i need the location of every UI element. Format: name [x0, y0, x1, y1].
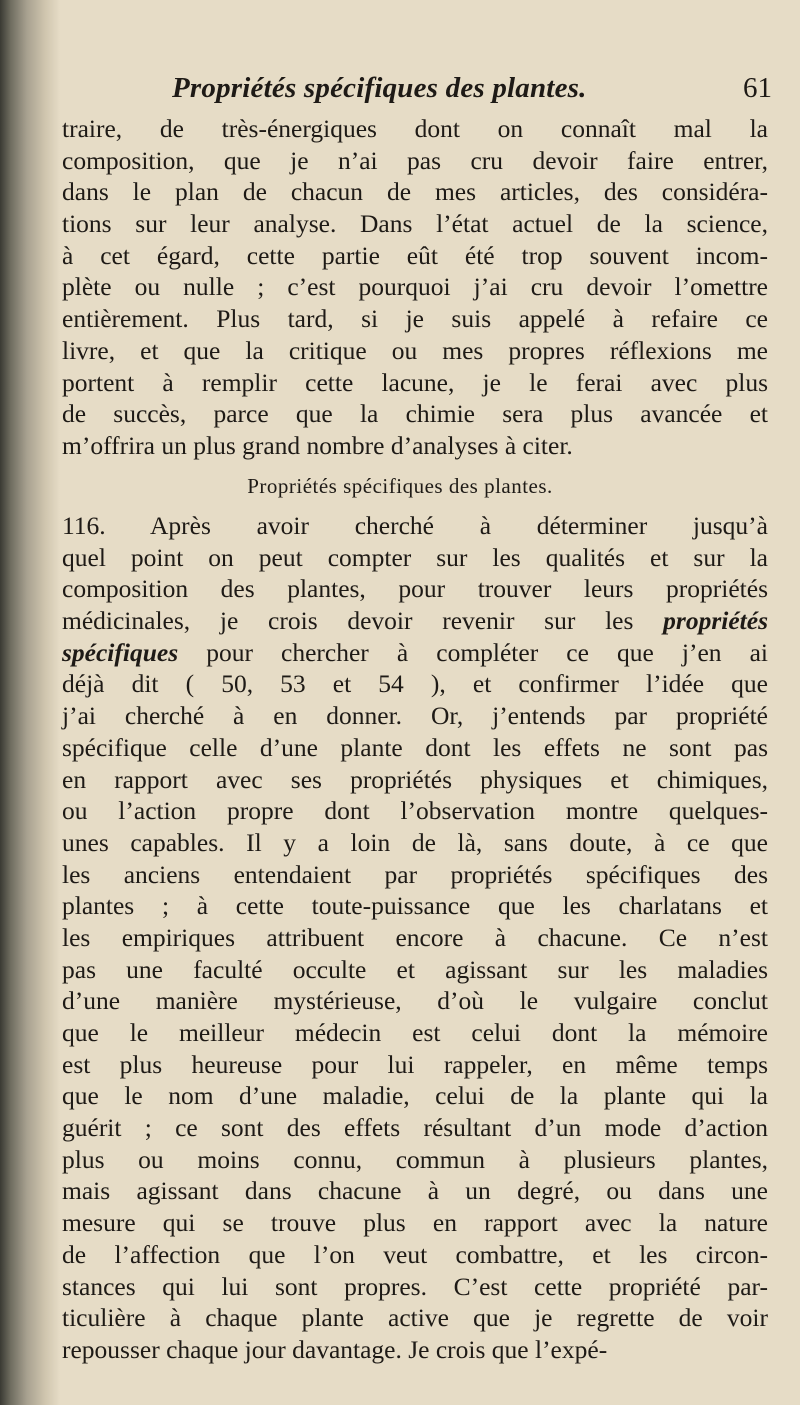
text-line: mesure qui se trouve plus en rapport avec la nature	[62, 1208, 768, 1238]
text-line: stances qui lui sont propres. C’est cette propriété par-	[62, 1271, 768, 1301]
section-heading: Propriétés spécifiques des plantes.	[247, 474, 553, 498]
text-line: les empiriques attribuent encore à chacune. Ce n’est	[62, 922, 768, 952]
text-line: plus ou moins connu, commun à plusieurs plantes,	[62, 1144, 768, 1174]
text-line: les anciens entendaient par propriétés spécifiques des	[62, 859, 768, 889]
text-line: composition, que je n’ai pas cru devoir faire entrer,	[62, 145, 768, 175]
text-line: portent à remplir cette lacune, je le ferai avec plus	[62, 367, 768, 397]
text-line: que le nom d’une maladie, celui de la plante qui la	[62, 1081, 768, 1111]
text-run: pour chercher à compléter ce que j’en ai	[178, 637, 768, 667]
text-line: tions sur leur analyse. Dans l’état actuel de la science,	[62, 209, 768, 239]
text-line: en rapport avec ses propriétés physiques et chimiques,	[62, 764, 768, 794]
emphasis-text: propriétés	[663, 606, 768, 636]
text-line: d’une manière mystérieuse, d’où le vulgaire conclut	[62, 986, 768, 1016]
paragraph-continuation	[62, 113, 768, 462]
running-title: Propriétés spécifiques des plantes.	[172, 72, 587, 104]
text-line: déjà dit ( 50, 53 et 54 ), et confirmer l’idée que	[62, 669, 768, 699]
text-line: à cet égard, cette partie eût été trop souvent incom-	[62, 240, 768, 270]
text-line: spécifique celle d’une plante dont les effets ne sont pas	[62, 732, 768, 762]
text-line: ou l’action propre dont l’observation montre quelques-	[62, 796, 768, 826]
text-line: dans le plan de chacun de mes articles, des considéra-	[62, 177, 768, 207]
paragraph-116	[62, 510, 768, 1366]
text-line	[62, 637, 768, 669]
text-line: quel point on peut compter sur les qualités et sur la	[62, 542, 768, 572]
text-line: m’offrira un plus grand nombre d’analyses à citer.	[62, 430, 573, 460]
text-line: traire, de très-énergiques dont on connaît mal la	[62, 114, 768, 143]
text-line: est plus heureuse pour lui rappeler, en même temps	[62, 1049, 768, 1079]
text-line: repousser chaque jour davantage. Je crois que l’expé-	[62, 1334, 608, 1364]
text-line: j’ai cherché à en donner. Or, j’entends par propriété	[62, 701, 768, 731]
book-page	[40, 0, 800, 1405]
emphasis-text: spécifiques	[62, 637, 179, 667]
text-line: composition des plantes, pour trouver leurs propriétés	[62, 574, 768, 604]
text-line: livre, et que la critique ou mes propres réflexions me	[62, 335, 768, 365]
page-number: 61	[743, 72, 772, 104]
text-line: plantes ; à cette toute-puissance que les charlatans et	[62, 891, 768, 921]
text-line: de succès, parce que la chimie sera plus avancée et	[62, 399, 768, 429]
text-line: ticulière à chaque plante active que je regrette de voir	[62, 1303, 768, 1333]
text-line: plète ou nulle ; c’est pourquoi j’ai cru devoir l’omettre	[62, 272, 768, 302]
text-line: mais agissant dans chacune à un degré, ou dans une	[62, 1176, 768, 1206]
text-line	[62, 605, 768, 637]
text-line: guérit ; ce sont des effets résultant d’un mode d’action	[62, 1113, 768, 1143]
text-line: pas une faculté occulte et agissant sur les maladies	[62, 954, 768, 984]
text-line: unes capables. Il y a loin de là, sans doute, à ce que	[62, 827, 768, 857]
text-line: de l’affection que l’on veut combattre, et les circon-	[62, 1239, 768, 1269]
page-header	[40, 72, 780, 112]
text-line: que le meilleur médecin est celui dont la mémoire	[62, 1018, 768, 1047]
text-line: entièrement. Plus tard, si je suis appelé à refaire ce	[62, 304, 768, 334]
text-line: 116. Après avoir cherché à déterminer jusqu’à	[62, 511, 768, 540]
text-run: médicinales, je crois devoir revenir sur les	[62, 606, 664, 636]
